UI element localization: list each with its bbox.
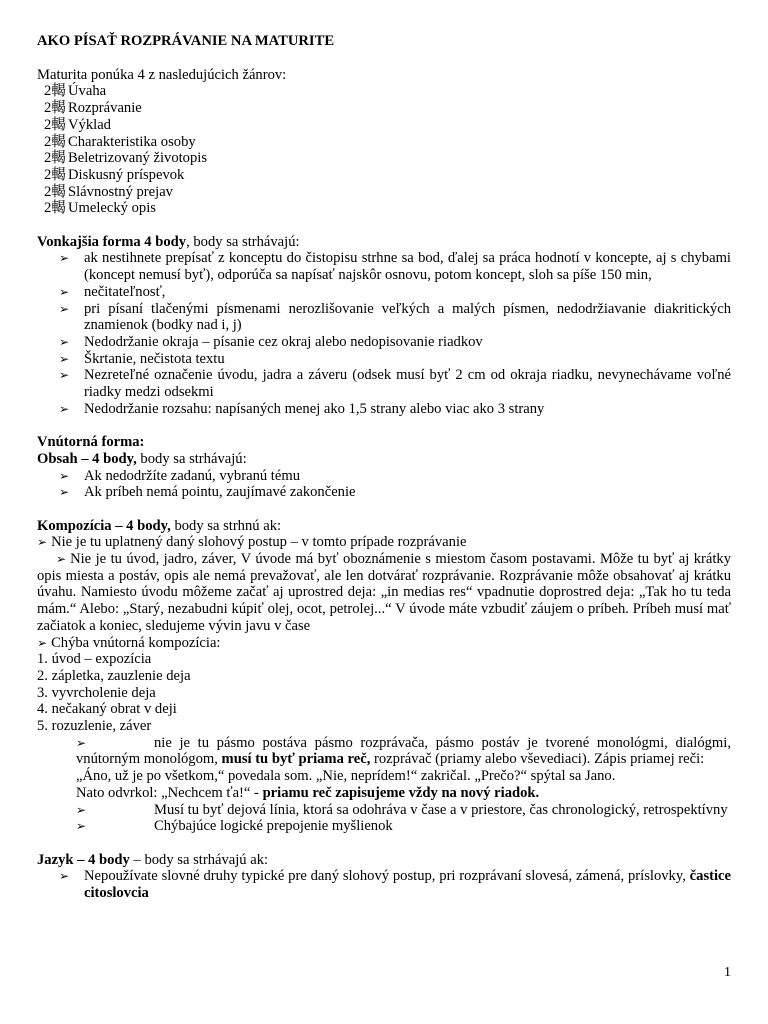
numbered-item: 5. rozuzlenie, záver	[37, 718, 152, 735]
arrow-icon: ➢	[59, 485, 70, 500]
list-item: ➢ Nepoužívate slovné druhy typické pre daný slohový postup, pri rozprávaní slovesá, zámená, príslovky, častice citoslovcia	[59, 868, 731, 902]
numbered-item: 1. úvod – expozícia	[37, 651, 152, 668]
list-item: ➢ Ak príbeh nemá pointu, zaujímavé zakončenie	[59, 484, 356, 501]
inner-form-heading: Vnútorná forma:	[37, 434, 145, 451]
bullet-glyph: 2輵	[44, 83, 66, 100]
list-item: ➢ pri písaní tlačenými písmenami nerozlišovanie veľkých a malých písmen, nedodržiavanie diakritických znamienok (bodky nad i, j)	[59, 300, 731, 334]
numbered-item: 4. nečakaný obrat v deji	[37, 701, 177, 718]
list-item: ➢ ak nestihnete prepísať z konceptu do čistopisu strhne sa bod, ďalej sa práca hodnotí v koncepte, aj s chybami (koncept nemusí byť), odporúča sa napísať najskôr osnovu, potom koncept, sloh sa píše 150 min,	[59, 250, 731, 284]
bullet-glyph: 2輵	[44, 183, 66, 200]
list-item: ➢ Nedodržanie okraja – písanie cez okraj alebo nedopisovanie riadkov	[59, 333, 483, 350]
arrow-icon: ➢	[37, 635, 48, 650]
genre-item: 2輵 Beletrizovaný životopis	[44, 150, 208, 167]
arrow-icon: ➢	[59, 334, 70, 349]
arrow-icon: ➢	[56, 552, 67, 567]
language-list	[37, 868, 731, 901]
plot-item: ➢ Musí tu byť dejová línia, ktorá sa odohráva v čase a v priestore, čas chronologický, retrospektívny	[76, 801, 728, 818]
composition-line: ➢ Nie je tu uplatnený daný slohový postup – v tomto prípade rozprávanie	[37, 534, 467, 551]
bullet-glyph: 2輵	[44, 100, 66, 117]
outer-form-heading: Vonkajšia forma 4 body, body sa strhávajú:	[37, 233, 300, 250]
composition-paragraph: ➢ Nie je tu úvod, jadro, záver, V úvode má byť oboznámenie s miestom časom postavami. Môže tu byť aj krátky opis miesta a postáv, opis ale nemá prevažovať, ale len dotvárať rozprávanie. Rozprávanie môže obsahovať aj krátku úvahu. Namiesto úvodu môžeme začať aj uprostred deja: „in medias res“ vpadnutie doprostred deja: „Tak ho tu teda mám.“ Alebo: „Starý, nezabudni kúpiť olej, ocot, petrolej...“ V úvode máte vzbudiť záujem o príbeh. Príbeh musí mať začiatok a koniec, sledujeme vývin javu v čase	[37, 551, 731, 634]
speech-item: ➢ nie je tu pásmo postáva pásmo rozprávača, pásmo postáv je tvorené monológmi, dialógmi, vnútorným monológom, musí tu byť priama reč, rozprávač (priamy alebo vševediaci). Zápis priamej reči:	[76, 734, 731, 768]
arrow-icon: ➢	[76, 819, 87, 834]
genre-item: 2輵 Rozprávanie	[44, 100, 142, 117]
document-page	[37, 33, 731, 902]
document-title: AKO PÍSAŤ ROZPRÁVANIE NA MATURITE	[37, 33, 335, 49]
arrow-icon: ➢	[59, 869, 70, 884]
arrow-icon: ➢	[59, 401, 70, 416]
language-heading: Jazyk – 4 body – body sa strhávajú ak:	[37, 851, 269, 868]
list-item: ➢ Ak nedodržíte zadanú, vybranú tému	[59, 467, 300, 484]
list-item: ➢ Nedodržanie rozsahu: napísaných menej ako 1,5 strany alebo viac ako 3 strany	[59, 400, 545, 417]
genre-item: 2輵 Diskusný príspevok	[44, 166, 185, 183]
speech-rule: Nato odvrkol: „Nechcem ťa!“ - priamu reč zapisujeme vždy na nový riadok.	[76, 784, 540, 801]
arrow-icon: ➢	[59, 301, 70, 316]
genre-item: 2輵 Úvaha	[44, 83, 107, 100]
arrow-icon: ➢	[37, 535, 48, 550]
bullet-glyph: 2輵	[44, 166, 66, 183]
genre-list	[37, 83, 731, 217]
bullet-glyph: 2輵	[44, 116, 66, 133]
bullet-glyph: 2輵	[44, 150, 66, 167]
page-number: 1	[724, 965, 731, 980]
arrow-icon: ➢	[59, 284, 70, 299]
logic-item: ➢ Chýbajúce logické prepojenie myšlienok	[76, 818, 393, 835]
content-heading: Obsah – 4 body, body sa strhávajú:	[37, 450, 247, 467]
composition-heading: Kompozícia – 4 body, body sa strhnú ak:	[37, 517, 282, 534]
arrow-icon: ➢	[76, 735, 87, 750]
arrow-icon: ➢	[59, 351, 70, 366]
composition-line: ➢ Chýba vnútorná kompozícia:	[37, 634, 221, 651]
numbered-item: 3. vyvrcholenie deja	[37, 684, 156, 701]
arrow-icon: ➢	[76, 802, 87, 817]
bullet-glyph: 2輵	[44, 133, 66, 150]
arrow-icon: ➢	[59, 468, 70, 483]
intro-line: Maturita ponúka 4 z nasledujúcich žánrov:	[37, 66, 287, 83]
arrow-icon: ➢	[59, 368, 70, 383]
arrow-icon: ➢	[59, 251, 70, 266]
list-item: ➢ Nezreteľné označenie úvodu, jadra a záveru (odsek musí byť 2 cm od okraja riadku, nevynechávame voľné riadky medzi odsekmi	[59, 367, 731, 401]
content-list	[37, 468, 731, 501]
genre-item: 2輵 Charakteristika osoby	[44, 133, 196, 150]
list-item: ➢ nečitateľnosť,	[59, 283, 166, 300]
outer-form-list	[37, 250, 731, 417]
list-item: ➢ Škrtanie, nečistota textu	[59, 350, 225, 367]
genre-item: 2輵 Slávnostný prejav	[44, 183, 173, 200]
genre-item: 2輵 Výklad	[44, 116, 111, 133]
numbered-item: 2. zápletka, zauzlenie deja	[37, 667, 191, 684]
genre-item: 2輵 Umelecký opis	[44, 200, 156, 217]
speech-example: „Áno, už je po všetkom,“ povedala som. „Nie, neprídem!“ zakričal. „Prečo?“ spýtal sa Jano.	[76, 768, 616, 785]
bullet-glyph: 2輵	[44, 200, 66, 217]
